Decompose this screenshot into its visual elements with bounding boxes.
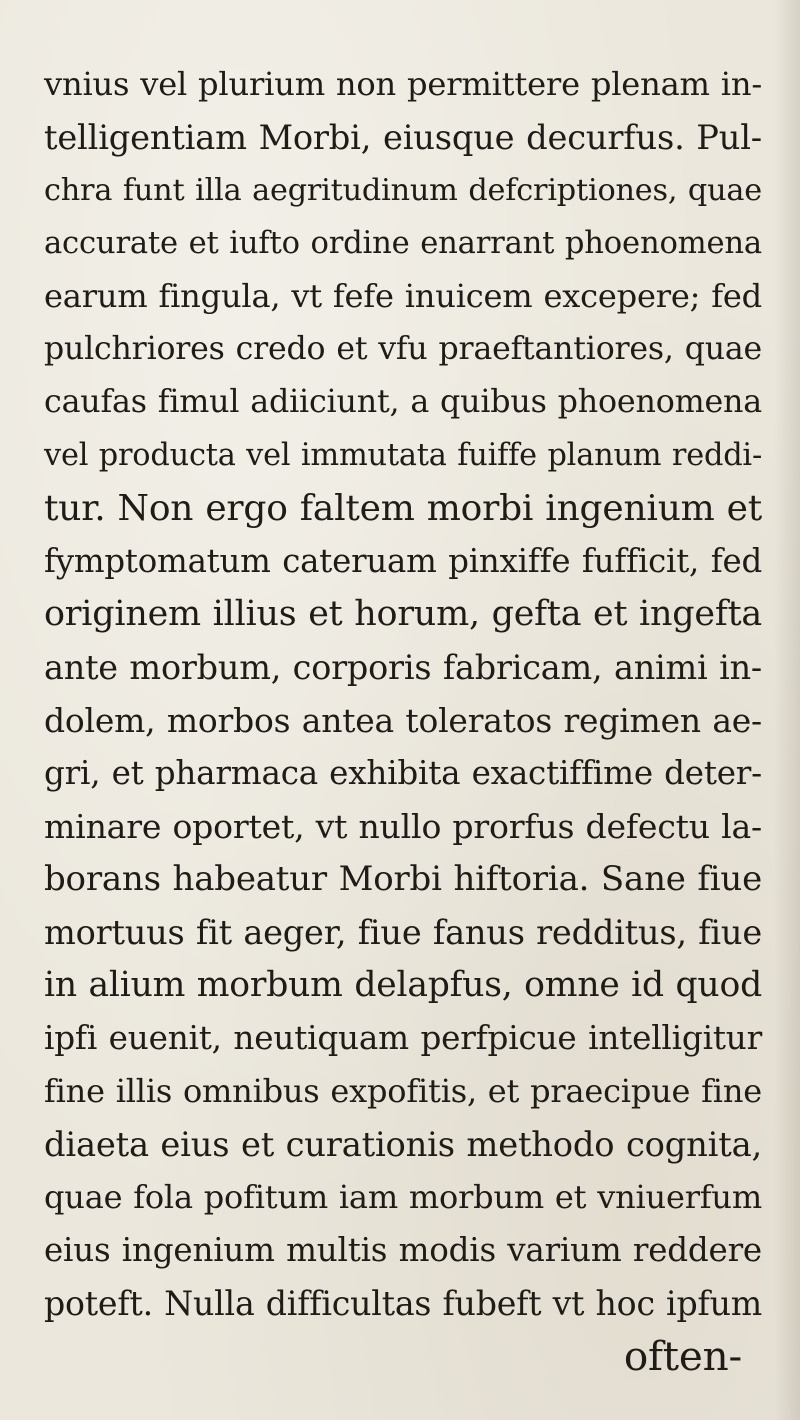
text-line: diaeta eius et curationis methodo cognita, (44, 1125, 762, 1164)
text-line: vnius vel plurium non permittere plenam in- (44, 65, 762, 103)
catchword: often- (623, 1332, 742, 1380)
text-line: ipfi euenit, neutiquam perfpicue intelligitur (44, 1019, 762, 1057)
body-text (44, 58, 762, 1383)
text-line: chra funt illa aegritudinum defcriptiones, quae (44, 173, 762, 208)
text-line: caufas fimul adiiciunt, a quibus phoenomena (44, 384, 762, 420)
text-line: fine illis omnibus expofitis, et praecipue fine (44, 1072, 762, 1110)
text-line: tur. Non ergo faltem morbi ingenium et (44, 488, 762, 529)
text-line: in alium morbum delapfus, omne id quod (44, 965, 762, 1005)
text-line: eius ingenium multis modis varium reddere (44, 1231, 762, 1269)
text-line: earum fingula, vt fefe inuicem excepere; fed (44, 277, 762, 315)
text-line: originem illius et horum, gefta et ingefta (44, 594, 762, 634)
text-line: vel producta vel immutata fuiffe planum reddi- (44, 438, 762, 473)
text-line: accurate et iufto ordine enarrant phoenomena (44, 226, 762, 261)
text-line: mortuus fit aeger, fiue fanus redditus, fiue (44, 913, 762, 952)
text-line: minare oportet, vt nullo prorfus defectu la- (44, 807, 762, 846)
text-line: pulchriores credo et vfu praeftantiores, quae (44, 331, 762, 367)
text-line: dolem, morbos antea toleratos regimen ae- (44, 701, 762, 740)
text-line: poteft. Nulla difficultas fubeft vt hoc ipfum (44, 1284, 762, 1323)
text-line: ante morbum, corporis fabricam, animi in- (44, 648, 762, 687)
text-line: telligentiam Morbi, eiusque decurfus. Pul- (44, 118, 762, 157)
text-line: quae fola pofitum iam morbum et vniuerfum (44, 1178, 762, 1216)
text-line: borans habeatur Morbi hiftoria. Sane fiue (44, 859, 762, 899)
page-edge-shadow (774, 0, 800, 1420)
text-line: gri, et pharmaca exhibita exactiffime deter- (44, 754, 762, 792)
text-line: fymptomatum cateruam pinxiffe fufficit, fed (44, 542, 762, 580)
